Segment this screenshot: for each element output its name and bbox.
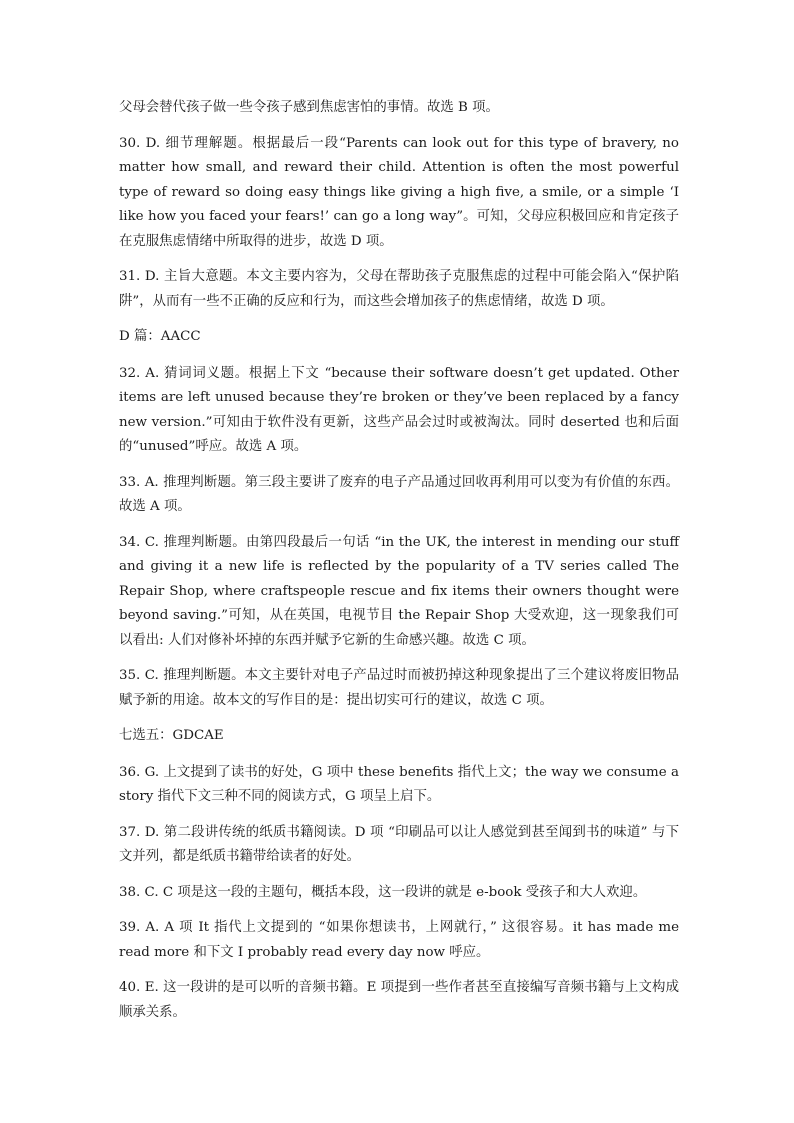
answer-32: 32. A. 猜词词义题。根据上下文 “because their software doesn’t get updated. Other items are left unused because they’re broken or they’ve been replaced by a fancy new version.”可知由于软件没有更新，这些产品会过时或被淘汰。同时 deserted 也和后面的“unused”呼应。故选 A 项。 — [119, 365, 679, 454]
answer-39: 39. A. A 项 It 指代上文提到的 “如果你想读书，上网就行，” 这很容易。it has made me read more 和下文 I probably read every day now 呼应。 — [119, 920, 679, 960]
answer-31: 31. D. 主旨大意题。本文主要内容为，父母在帮助孩子克服焦虑的过程中可能会陷入“保护陷阱”，从而有一些不正确的反应和行为，而这些会增加孩子的焦虑情绪，故选 D 项。 — [119, 269, 679, 309]
answer-36: 36. G. 上文提到了读书的好处，G 项中 these benefits 指代上文；the way we consume a story 指代下文三种不同的阅读方式，G 项呈上启下。 — [119, 764, 679, 804]
answer-38: 38. C. C 项是这一段的主题句，概括本段，这一段讲的就是 e-book 受孩子和大人欢迎。 — [119, 884, 647, 900]
section-d-heading: D 篇：AACC — [119, 329, 201, 344]
answer-40: 40. E. 这一段讲的是可以听的音频书籍。E 项提到一些作者甚至直接编写音频书籍与上文构成顺承关系。 — [119, 980, 679, 1020]
answer-34: 34. C. 推理判断题。由第四段最后一句话 “in the UK, the interest in mending our stuff and giving it a new life is reflected by the popularity of a TV series called The Repair Shop, where craftspeople rescue and fix items their owners thought were beyond saving.”可知，从在英国，电视节目 the Repair Shop 大受欢迎，这一现象我们可以看出: 人们对修补坏掉的东西并赋予它新的生命感兴趣。故选 C 项。 — [119, 534, 679, 648]
answer-37: 37. D. 第二段讲传统的纸质书籍阅读。D 项 “印刷品可以让人感觉到甚至闻到书的味道” 与下文并列，都是纸质书籍带给读者的好处。 — [119, 824, 679, 864]
answer-35: 35. C. 推理判断题。本文主要针对电子产品过时而被扔掉这种现象提出了三个建议将废旧物品赋予新的用途。故本文的写作目的是：提出切实可行的建议，故选 C 项。 — [119, 668, 679, 708]
answer-explanations — [119, 96, 679, 1036]
answer-30: 30. D. 细节理解题。根据最后一段“Parents can look out for this type of bravery, no matter how small, and reward their child. Attention is often the most powerful type of reward so doing easy things like giving a high five, a smile, or a simple ‘I like how you faced your fears!’ can go a long way”。可知，父母应积极回应和肯定孩子在克服焦虑情绪中所取得的进步，故选 D 项。 — [119, 135, 679, 249]
answer-33: 33. A. 推理判断题。第三段主要讲了废弃的电子产品通过回收再利用可以变为有价值的东西。故选 A 项。 — [119, 474, 679, 514]
seven-choose-five-heading: 七选五：GDCAE — [119, 728, 224, 743]
paragraph-continuation: 父母会替代孩子做一些令孩子感到焦虑害怕的事情。故选 B 项。 — [119, 100, 499, 115]
